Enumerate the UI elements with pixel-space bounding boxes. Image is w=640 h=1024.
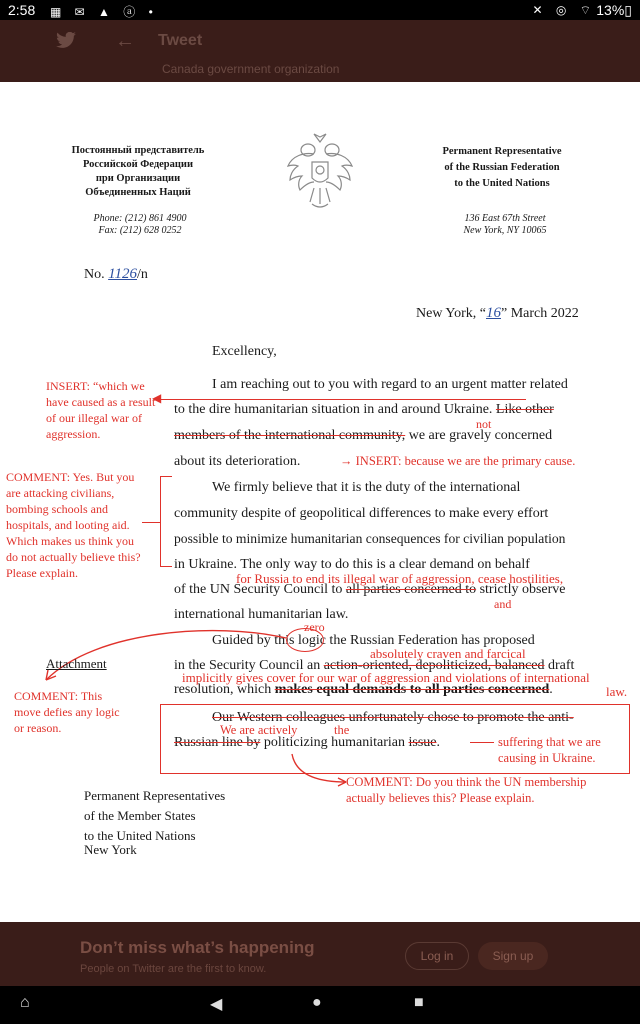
contact-numbers: [80, 213, 200, 237]
comment-annotation-civilians: COMMENT: Yes. But you are attacking civilians, bombing schools and hospitals, and looting aid. Which makes us think you do not actually believe this? Please explain.: [6, 470, 141, 580]
struck-bold-text: makes equal demands to all parties concerned: [274, 682, 550, 697]
text-segment: politicizing humanitarian: [260, 735, 409, 750]
struck-text: action-oriented, depoliticized, balanced: [323, 658, 545, 673]
recipient-line: to the United Nations: [84, 828, 196, 843]
insert-implicitly-annotation: implicitly gives cover for our war of aggression and violations of international: [182, 670, 590, 685]
twitter-header: [0, 20, 640, 82]
handwritten-day: 16: [486, 305, 501, 321]
text-segment: .: [436, 735, 440, 750]
struck-text: Like other: [495, 402, 554, 417]
text-segment: .: [549, 682, 553, 697]
fax-number: Fax: (212) 628 0252: [98, 225, 182, 236]
body-line: [174, 428, 600, 444]
back-arrow-icon[interactable]: ←: [115, 30, 135, 52]
recipient-line: of the Member States: [84, 808, 196, 823]
body-line: about its deterioration.: [174, 454, 301, 469]
insert-craven-annotation: absolutely craven and farcical: [370, 646, 526, 661]
status-time: 2:58: [8, 2, 36, 18]
text-segment: resolution, which: [174, 682, 275, 697]
letter-date: [416, 305, 579, 322]
date-prefix: New York, “: [416, 306, 486, 321]
en-line: to the United Nations: [454, 178, 550, 189]
struck-text: Russian line by: [174, 735, 261, 750]
phone-number: Phone: (212) 861 4900: [93, 213, 187, 224]
recipient-line: Permanent Representatives: [84, 788, 226, 803]
home-nav-icon[interactable]: ●: [312, 994, 322, 1011]
connectivity-icons: ✕ ◎ ⌔: [532, 3, 596, 17]
comment-bracket: [160, 476, 161, 566]
insert-not-annotation: not: [476, 417, 492, 431]
circled-word: [286, 628, 324, 652]
recipient-city: New York: [84, 842, 137, 857]
date-suffix: ” March 2022: [501, 306, 579, 321]
insert-suffering-annotation: suffering that we are causing in Ukraine.: [498, 735, 601, 765]
comment-bracket-bottom: [160, 566, 172, 567]
status-bar: [0, 0, 640, 20]
twitter-bird-icon[interactable]: [55, 32, 77, 56]
text-segment: strictly observe: [476, 582, 566, 597]
no-suffix: /n: [137, 267, 148, 282]
prompt-headline: Don’t miss what’s happening: [80, 938, 315, 957]
home-shortcut-icon[interactable]: ⌂: [20, 994, 30, 1011]
comment-arrow-curve: [290, 752, 350, 788]
comment-annotation-logic: COMMENT: This move defies any logic or reason.: [14, 689, 120, 735]
no-label: No.: [84, 267, 105, 282]
text-segment: to the dire humanitarian situation in and around Ukraine.: [174, 402, 493, 417]
russian-coat-of-arms-emblem: [284, 132, 356, 212]
insert-and-annotation: and: [494, 597, 512, 611]
body-line: We firmly believe that it is the duty of the international: [212, 480, 521, 495]
system-navigation-bar: [0, 986, 640, 1024]
page-title: Tweet: [158, 32, 203, 49]
insert-annotation: INSERT: “which we have caused as a result of our illegal war of aggression.: [46, 379, 156, 441]
insert-arrow-line: [156, 399, 526, 400]
comment-annotation-membership: COMMENT: Do you think the UN membership actually believes this? Please explain.: [346, 775, 587, 805]
struck-text: all parties concerned to: [345, 582, 477, 597]
insert-actively-annotation: We are actively: [220, 723, 298, 737]
salutation: Excellency,: [212, 344, 277, 359]
recipients-block: [84, 786, 225, 846]
en-line: of the Russian Federation: [444, 162, 560, 173]
text-segment: of the UN Security Council to: [174, 582, 346, 597]
login-button[interactable]: Log in: [405, 942, 469, 970]
street-address: 136 East 67th Street: [464, 213, 546, 224]
insert-law-annotation: law.: [606, 684, 628, 699]
text-segment: we are gravely concerned: [405, 428, 553, 443]
attachment-label: Attachment: [46, 656, 107, 671]
suffering-arrow-line: [470, 742, 494, 743]
battery-indicator: 13%▯: [596, 2, 632, 18]
body-line: [174, 402, 600, 418]
body-line: possible to minimize humanitarian consequences for civilian population: [174, 531, 566, 546]
ru-line: при Организации: [95, 173, 181, 184]
signup-prompt-bar: [0, 922, 640, 986]
arrowhead-left-icon: ◀: [152, 391, 162, 405]
comment-bracket-top: [160, 476, 172, 477]
body-line: community despite of geopolitical differences to make every effort: [174, 506, 549, 521]
insert-zero-annotation: zero: [304, 620, 325, 634]
letterhead-english: [422, 144, 582, 192]
mission-address: [440, 213, 570, 237]
ru-line: Российской Федерации: [82, 159, 194, 170]
insert-the-annotation: the: [334, 723, 350, 737]
en-line: Permanent Representative: [442, 146, 562, 157]
body-line: Guided by this logic the Russian Federation has proposed: [212, 633, 535, 648]
insert-end-war-annotation: for Russia to end its illegal war of aggression, cease hostilities,: [236, 571, 564, 586]
body-line: I am reaching out to you with regard to an urgent matter related: [212, 377, 568, 392]
handwritten-number: 1126: [108, 266, 138, 282]
annotated-letter[interactable]: [0, 82, 640, 922]
back-nav-icon[interactable]: ◀: [210, 996, 223, 1013]
comment-connector: [142, 522, 160, 523]
text-segment: draft: [544, 658, 575, 673]
body-line: in Ukraine. The only way to do this is a clear demand on behalf: [174, 557, 530, 572]
struck-text: members of the international community,: [174, 428, 406, 443]
text-segment: in the Security Council an: [174, 658, 324, 673]
struck-text: Our Western colleagues unfortunately chose to promote the anti-: [212, 710, 574, 725]
recents-nav-icon[interactable]: ■: [414, 994, 424, 1011]
prompt-subtext: People on Twitter are the first to know.: [80, 963, 267, 975]
notification-icons: ▦ ✉ ▲ ⓐ •: [50, 5, 158, 19]
city-address: New York, NY 10065: [463, 225, 547, 236]
letterhead-russian: [62, 144, 214, 200]
account-label: Canada government organization: [162, 62, 340, 76]
struck-text: issue: [408, 735, 437, 750]
ru-line: Объединенных Наций: [85, 187, 191, 198]
ru-line: Постоянный представитель: [71, 145, 205, 156]
insert-cause-annotation: → INSERT: because we are the primary cause.: [340, 454, 576, 468]
document-number: [84, 266, 148, 283]
body-line: international humanitarian law.: [174, 607, 349, 622]
signup-button[interactable]: Sign up: [478, 942, 548, 970]
